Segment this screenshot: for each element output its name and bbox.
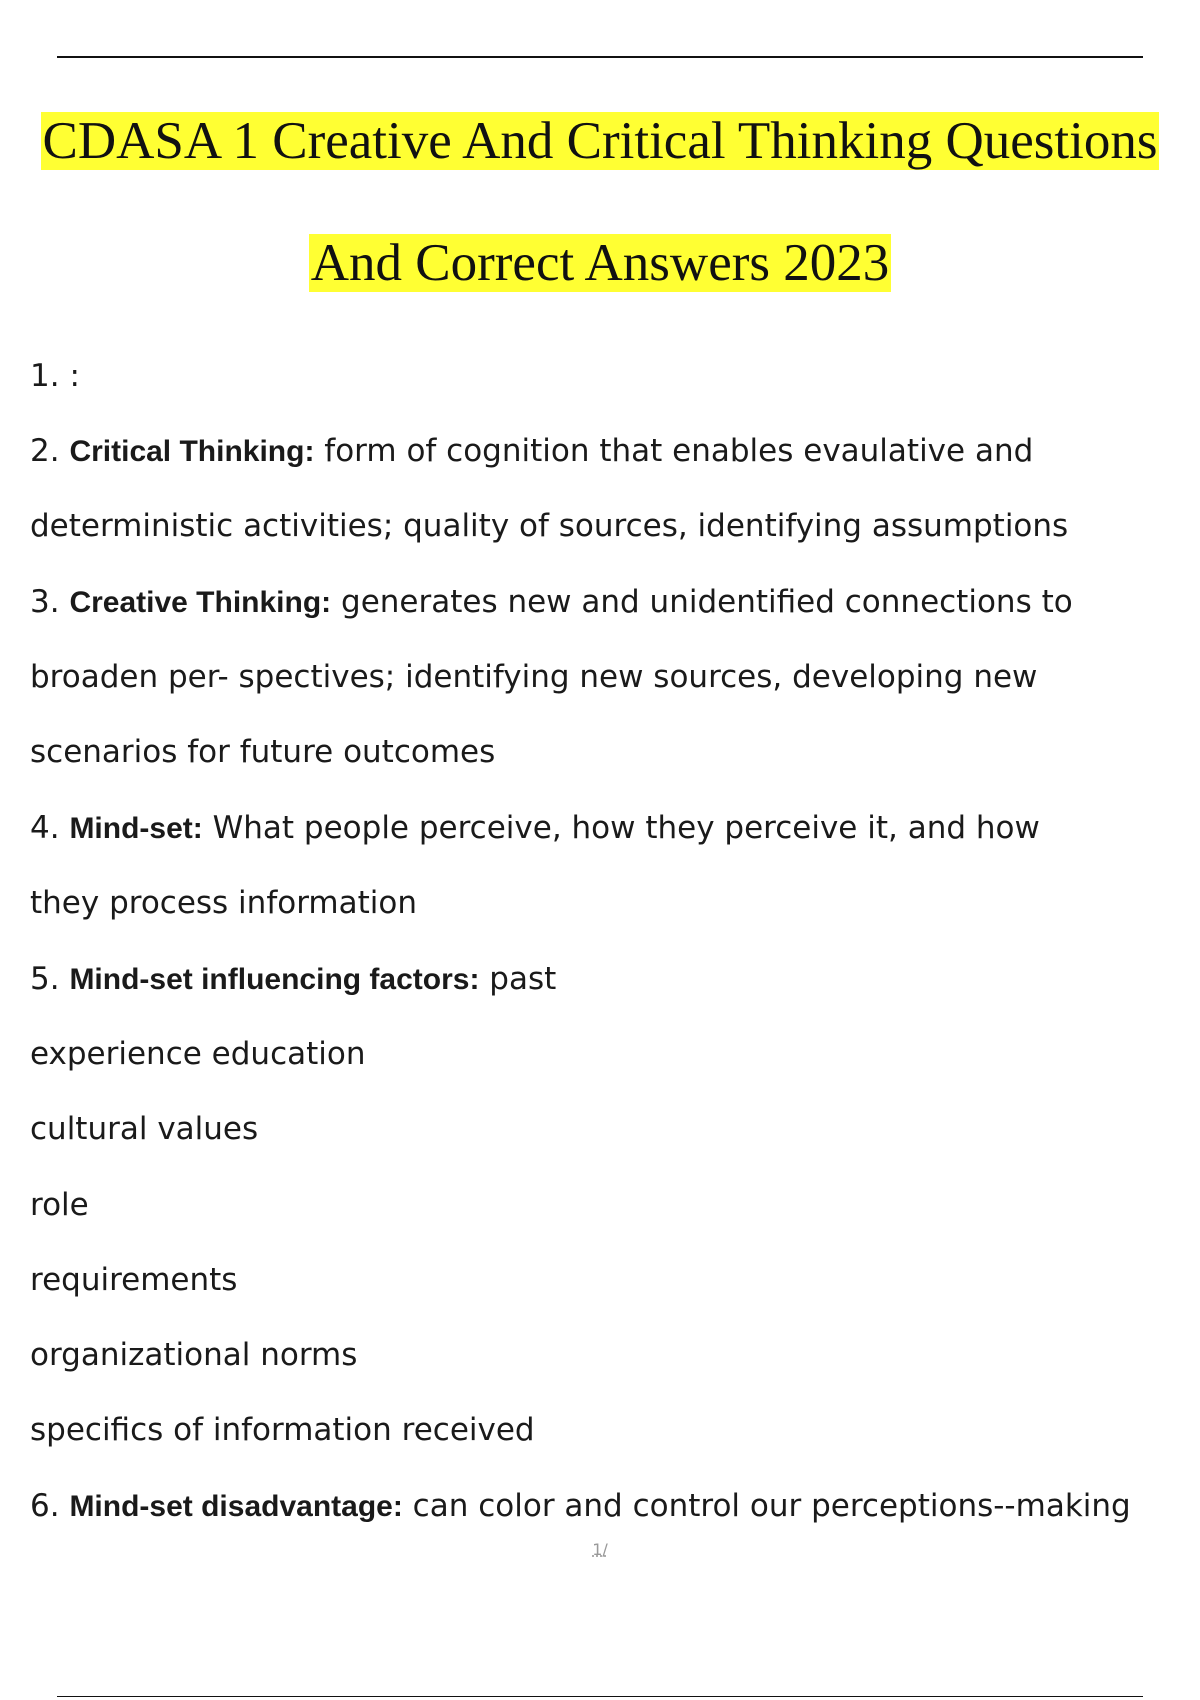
- item-text: role: [30, 1187, 89, 1223]
- list-item-continuation: [30, 1034, 366, 1075]
- list-item-continuation: [30, 1335, 357, 1376]
- item-number: 4.: [30, 810, 70, 846]
- list-item-continuation: [30, 1410, 535, 1451]
- item-text: What people perceive, how they perceive it, and how: [202, 810, 1040, 846]
- item-number: 6.: [30, 1488, 70, 1524]
- list-item-continuation: [30, 506, 1068, 547]
- list-item-continuation: [30, 1109, 258, 1150]
- bottom-rule: [57, 1696, 1143, 1697]
- item-number: 5.: [30, 961, 70, 997]
- list-item-continuation: [30, 1185, 89, 1226]
- item-text: specifics of information received: [30, 1412, 535, 1448]
- item-term: Mind-set:: [69, 812, 203, 845]
- item-text: scenarios for future outcomes: [30, 734, 496, 770]
- item-text: cultural values: [30, 1111, 259, 1147]
- item-number: 2.: [30, 433, 70, 469]
- item-text: form of cognition that enables evaulative and: [314, 433, 1034, 469]
- item-text: broaden per- spectives; identifying new sources, developing new: [30, 659, 1038, 695]
- item-term: Creative Thinking:: [69, 586, 332, 619]
- top-rule: [57, 56, 1143, 58]
- item-text: past: [479, 961, 557, 997]
- item-term: Critical Thinking:: [69, 435, 315, 468]
- list-item-continuation: [30, 732, 495, 773]
- list-item: [30, 808, 1040, 849]
- list-item: [30, 1486, 1131, 1527]
- item-text: deterministic activities; quality of sources, identifying assumptions: [30, 508, 1069, 544]
- item-number: 3.: [30, 584, 70, 620]
- item-text: generates new and unidentified connections to: [331, 584, 1073, 620]
- item-text: :: [69, 358, 80, 394]
- list-item: [30, 431, 1033, 472]
- list-item-continuation: [30, 1260, 237, 1301]
- item-number: 1.: [30, 358, 70, 394]
- document-title-line-1: [0, 110, 1200, 172]
- item-text: they process information: [30, 885, 417, 921]
- item-text: requirements: [30, 1262, 238, 1298]
- title-highlight: And Correct Answers 2023: [310, 234, 890, 292]
- list-item: [30, 356, 80, 397]
- title-highlight: CDASA 1 Creative And Critical Thinking Questions: [42, 112, 1158, 170]
- item-text: can color and control our perceptions--making: [402, 1488, 1131, 1524]
- list-item: [30, 582, 1073, 623]
- document-title-line-2: [0, 232, 1200, 294]
- item-term: Mind-set disadvantage:: [69, 1490, 403, 1523]
- item-text: organizational norms: [30, 1337, 358, 1373]
- list-item-continuation: [30, 657, 1037, 698]
- list-item-continuation: [30, 883, 417, 924]
- item-term: Mind-set influencing factors:: [69, 963, 480, 996]
- list-item: [30, 959, 556, 1000]
- page-number: 1/: [592, 1540, 608, 1559]
- item-text: experience education: [30, 1036, 366, 1072]
